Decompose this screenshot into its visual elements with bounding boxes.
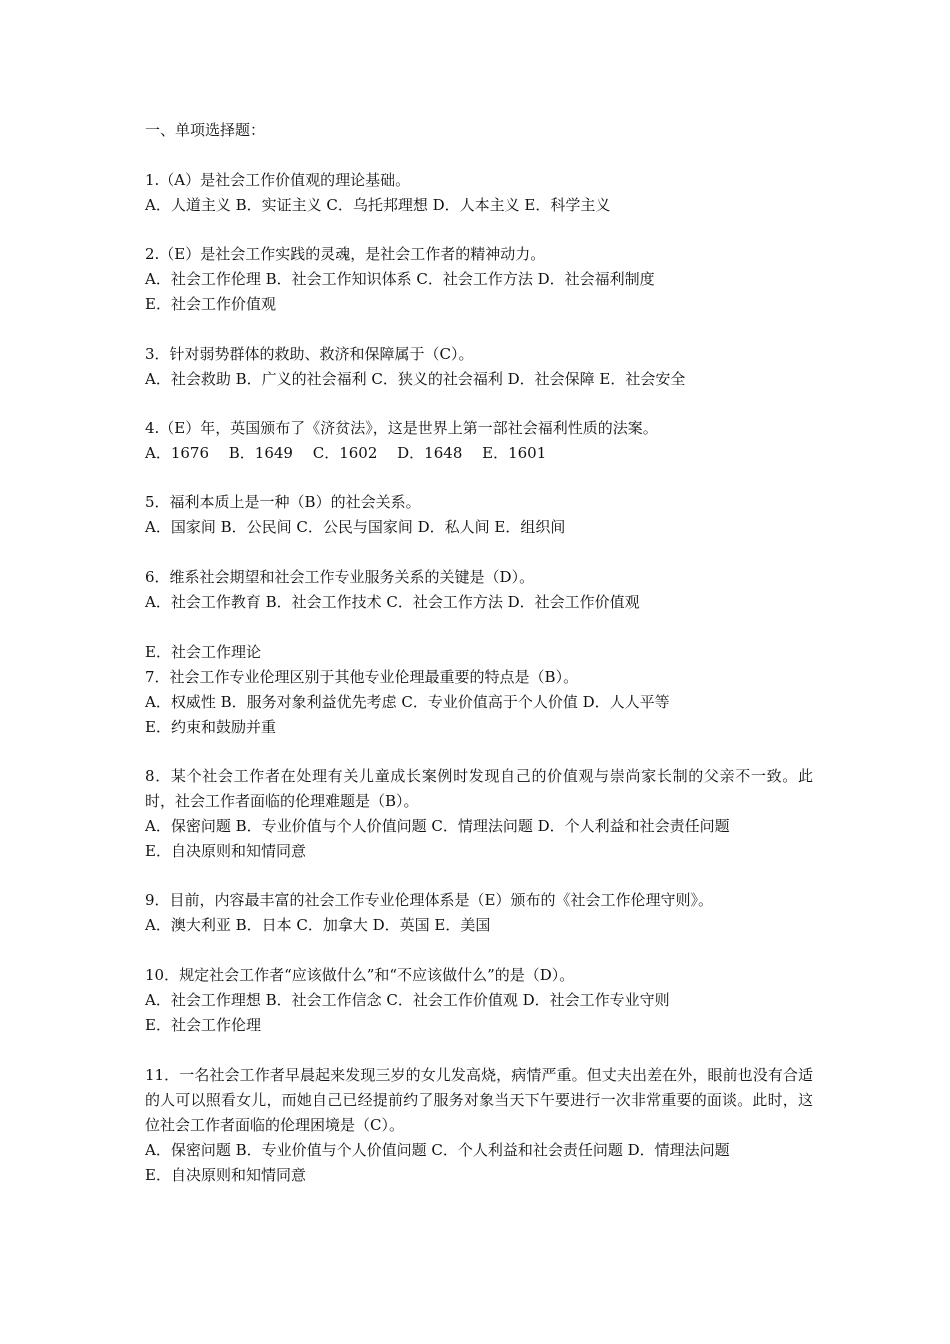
question-options: A．社会工作理想 B．社会工作信念 C．社会工作价值观 D．社会工作专业守则 bbox=[145, 991, 670, 1009]
question-options: A．1676 B．1649 C．1602 D．1648 E．1601 bbox=[145, 444, 547, 462]
question-stem: 4.（E）年，英国颁布了《济贫法》，这是世界上第一部社会福利性质的法案。 bbox=[145, 419, 658, 437]
question-options: E．社会工作伦理 bbox=[145, 1016, 261, 1034]
question-6-option-e bbox=[145, 640, 813, 665]
question-10 bbox=[145, 963, 813, 1038]
question-stem: 10．规定社会工作者“应该做什么”和“不应该做什么”的是（D）。 bbox=[145, 966, 575, 984]
question-1 bbox=[145, 168, 813, 218]
question-options: A．社会工作教育 B．社会工作技术 C．社会工作方法 D．社会工作价值观 bbox=[145, 593, 640, 611]
question-options: E．社会工作价值观 bbox=[145, 295, 276, 313]
question-options: A．人道主义 B．实证主义 C．乌托邦理想 D．人本主义 E．科学主义 bbox=[145, 196, 611, 214]
question-7 bbox=[145, 665, 813, 740]
question-stem: 2.（E）是社会工作实践的灵魂，是社会工作者的精神动力。 bbox=[145, 245, 546, 263]
question-9 bbox=[145, 888, 813, 938]
question-options: A．保密问题 B．专业价值与个人价值问题 C．情理法问题 D．个人利益和社会责任问题 bbox=[145, 817, 730, 835]
question-2 bbox=[145, 242, 813, 317]
question-options: A．保密问题 B．专业价值与个人价值问题 C．个人利益和社会责任问题 D．情理法问题 bbox=[145, 1141, 730, 1159]
question-stem: 7．社会工作专业伦理区别于其他专业伦理最重要的特点是（B）。 bbox=[145, 668, 579, 686]
question-stem: 8．某个社会工作者在处理有关儿童成长案例时发现自己的价值观与崇尚家长制的父亲不一致。此时，社会工作者面临的伦理难题是（B）。 bbox=[145, 767, 813, 810]
question-stem: 1.（A）是社会工作价值观的理论基础。 bbox=[145, 171, 411, 189]
question-4 bbox=[145, 416, 813, 466]
question-stem: 11．一名社会工作者早晨起来发现三岁的女儿发高烧，病情严重。但丈夫出差在外，眼前也没有合适的人可以照看女儿，而她自己已经提前约了服务对象当天下午要进行一次非常重要的面谈。此时，这位社会工作者面临的伦理困境是（C）。 bbox=[145, 1066, 813, 1134]
question-3 bbox=[145, 342, 813, 392]
question-options: A．澳大利亚 B．日本 C．加拿大 D．英国 E．美国 bbox=[145, 916, 491, 934]
question-options: E．自决原则和知情同意 bbox=[145, 842, 306, 860]
question-stem: 3．针对弱势群体的救助、救济和保障属于（C）。 bbox=[145, 345, 474, 363]
question-6 bbox=[145, 565, 813, 615]
question-options: E．社会工作理论 bbox=[145, 643, 261, 661]
question-11 bbox=[145, 1063, 813, 1188]
question-8 bbox=[145, 764, 813, 864]
question-stem: 9．目前，内容最丰富的社会工作专业伦理体系是（E）颁布的《社会工作伦理守则》。 bbox=[145, 891, 713, 909]
question-options: A．社会工作伦理 B．社会工作知识体系 C．社会工作方法 D．社会福利制度 bbox=[145, 270, 655, 288]
question-5 bbox=[145, 490, 813, 540]
question-options: A．国家间 B．公民间 C．公民与国家间 D．私人间 E．组织间 bbox=[145, 518, 566, 536]
question-options: A．社会救助 B．广义的社会福利 C．狭义的社会福利 D．社会保障 E．社会安全 bbox=[145, 370, 686, 388]
section-title: 一、单项选择题： bbox=[145, 121, 266, 139]
question-stem: 6．维系社会期望和社会工作专业服务关系的关键是（D）。 bbox=[145, 568, 535, 586]
question-stem: 5．福利本质上是一种（B）的社会关系。 bbox=[145, 493, 421, 511]
question-options: E．约束和鼓励并重 bbox=[145, 718, 276, 736]
question-options: A．权威性 B．服务对象利益优先考虑 C．专业价值高于个人价值 D．人人平等 bbox=[145, 693, 670, 711]
question-options: E．自决原则和知情同意 bbox=[145, 1166, 306, 1184]
